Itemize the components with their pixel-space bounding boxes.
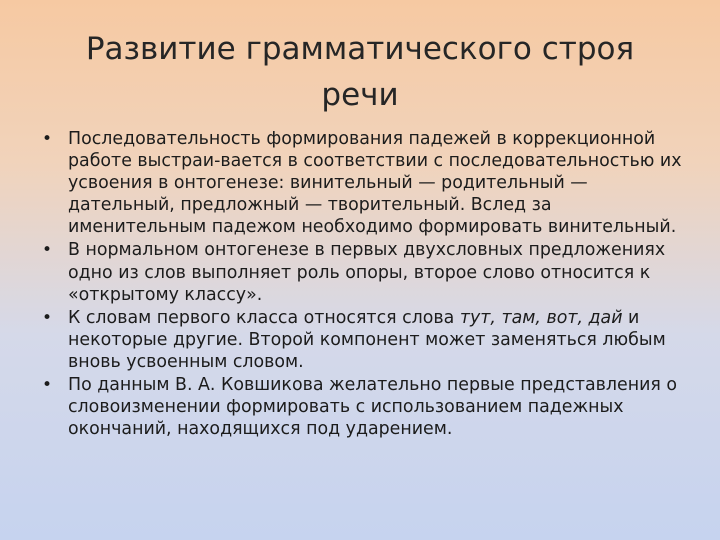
bullet-item-ontogenesis — [42, 239, 692, 305]
bullet-text: В нормальном онтогенезе в первых двухсловных предложениях одно из слов выполняет роль опоры, второе слово относится к «открытому классу». — [68, 240, 666, 305]
bullet-item-case-sequence — [42, 128, 692, 238]
bullet-list — [42, 128, 692, 441]
slide-title-line-2: речи — [321, 77, 399, 113]
bullet-marker: • — [42, 307, 53, 328]
slide-title — [40, 26, 680, 118]
bullet-text-part: и некоторые другие. Второй компонент может заменяться любым вновь усвоенным словом. — [68, 307, 666, 372]
bullet-item-kovshikov — [42, 374, 692, 440]
bullet-text: По данным В. А. Ковшикова желательно первые представления о словоизменении формировать с использованием падежных окончаний, находящихся под ударением. — [68, 375, 678, 440]
bullet-marker: • — [42, 240, 53, 261]
bullet-item-first-class-words — [42, 307, 692, 373]
bullet-text-italic-words: тут, там, вот, дай — [459, 307, 623, 328]
bullet-text-part: К словам первого класса относятся слова — [68, 307, 460, 328]
bullet-marker: • — [42, 375, 53, 396]
bullet-marker: • — [42, 129, 53, 149]
slide-title-line-1: Развитие грамматического строя — [85, 31, 635, 67]
bullet-text — [68, 308, 666, 372]
bullet-text: Последовательность формирования падежей в коррекционной работе выстраи-вается в соответствии с последовательностью их усвоения в онтогенезе: винительный — родительный — дательный, предложный — творительный. Вслед за именительным падежом необходимо формировать винительный. — [68, 129, 682, 238]
